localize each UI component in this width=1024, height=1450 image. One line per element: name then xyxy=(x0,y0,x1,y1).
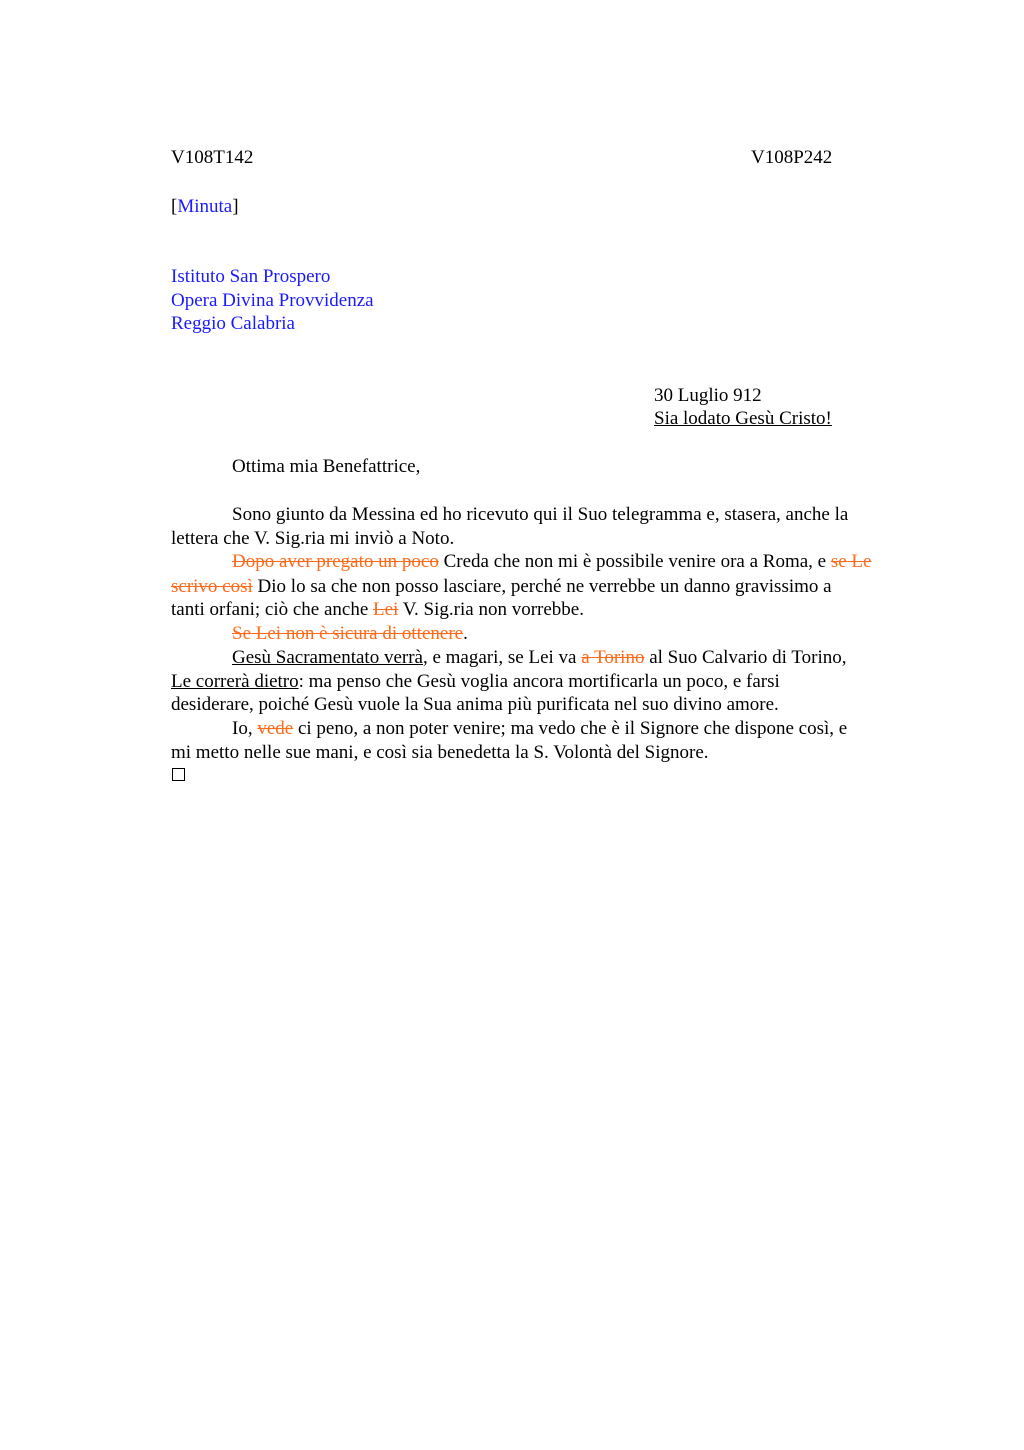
document-code-right: V108P242 xyxy=(751,147,833,168)
draft-note-label: Minuta xyxy=(177,196,233,217)
body-text: tanti orfani; ciò che anche xyxy=(171,599,374,620)
body-text: Io, xyxy=(232,718,258,739)
letterhead-line-1: Istituto San Prospero xyxy=(171,266,331,287)
deleted-text: a Torino xyxy=(581,647,645,668)
deleted-text: Dopo aver pregato un poco xyxy=(232,551,439,572)
end-marker-box-icon xyxy=(172,768,185,781)
body-line xyxy=(171,670,780,693)
draft-note-close-bracket: ] xyxy=(232,196,239,217)
letter-motto: Sia lodato Gesù Cristo! xyxy=(654,408,832,429)
underlined-text: Le correrà dietro xyxy=(171,671,299,692)
body-line xyxy=(232,622,468,645)
body-line xyxy=(232,646,847,669)
body-line: desiderare, poiché Gesù vuole la Sua anima più purificata nel suo divino amore. xyxy=(171,694,779,715)
body-line: mi metto nelle sue mani, e così sia benedetta la S. Volontà del Signore. xyxy=(171,742,709,763)
body-line xyxy=(232,717,847,740)
body-text: ci peno, a non poter venire; ma vedo che è il Signore che dispone così, e xyxy=(293,718,848,739)
body-line xyxy=(232,550,871,573)
body-text: Dio lo sa che non posso lasciare, perché ne verrebbe un danno gravissimo a xyxy=(252,576,832,597)
document-code-left: V108T142 xyxy=(171,147,254,168)
underlined-text: Gesù Sacramentato verrà xyxy=(232,647,423,668)
deleted-text: vede xyxy=(257,718,294,739)
draft-note xyxy=(171,196,239,218)
body-line xyxy=(171,575,832,598)
letter-date: 30 Luglio 912 xyxy=(654,385,762,406)
body-text: . xyxy=(463,623,468,644)
body-text: , e magari, se Lei va xyxy=(422,647,582,668)
body-text: Creda che non mi è possibile venire ora a Roma, e xyxy=(438,551,831,572)
deleted-text: Se Lei non è sicura di ottenere xyxy=(232,623,464,644)
body-line: Sono giunto da Messina ed ho ricevuto qui il Suo telegramma e, stasera, anche la xyxy=(232,504,849,525)
letterhead-line-2: Opera Divina Provvidenza xyxy=(171,290,374,311)
body-text: : ma penso che Gesù voglia ancora mortificarla un poco, e farsi xyxy=(298,671,780,692)
deleted-text: scrivo così xyxy=(171,576,253,597)
deleted-text: Lei xyxy=(373,599,399,620)
body-line: lettera che V. Sig.ria mi inviò a Noto. xyxy=(171,528,455,549)
draft-note-open-bracket: [ xyxy=(171,196,178,217)
salutation: Ottima mia Benefattrice, xyxy=(232,456,421,477)
body-line xyxy=(171,598,584,621)
letterhead-line-3: Reggio Calabria xyxy=(171,313,295,334)
deleted-text: se Le xyxy=(830,551,872,572)
body-text: al Suo Calvario di Torino, xyxy=(644,647,847,668)
body-text: V. Sig.ria non vorrebbe. xyxy=(398,599,584,620)
